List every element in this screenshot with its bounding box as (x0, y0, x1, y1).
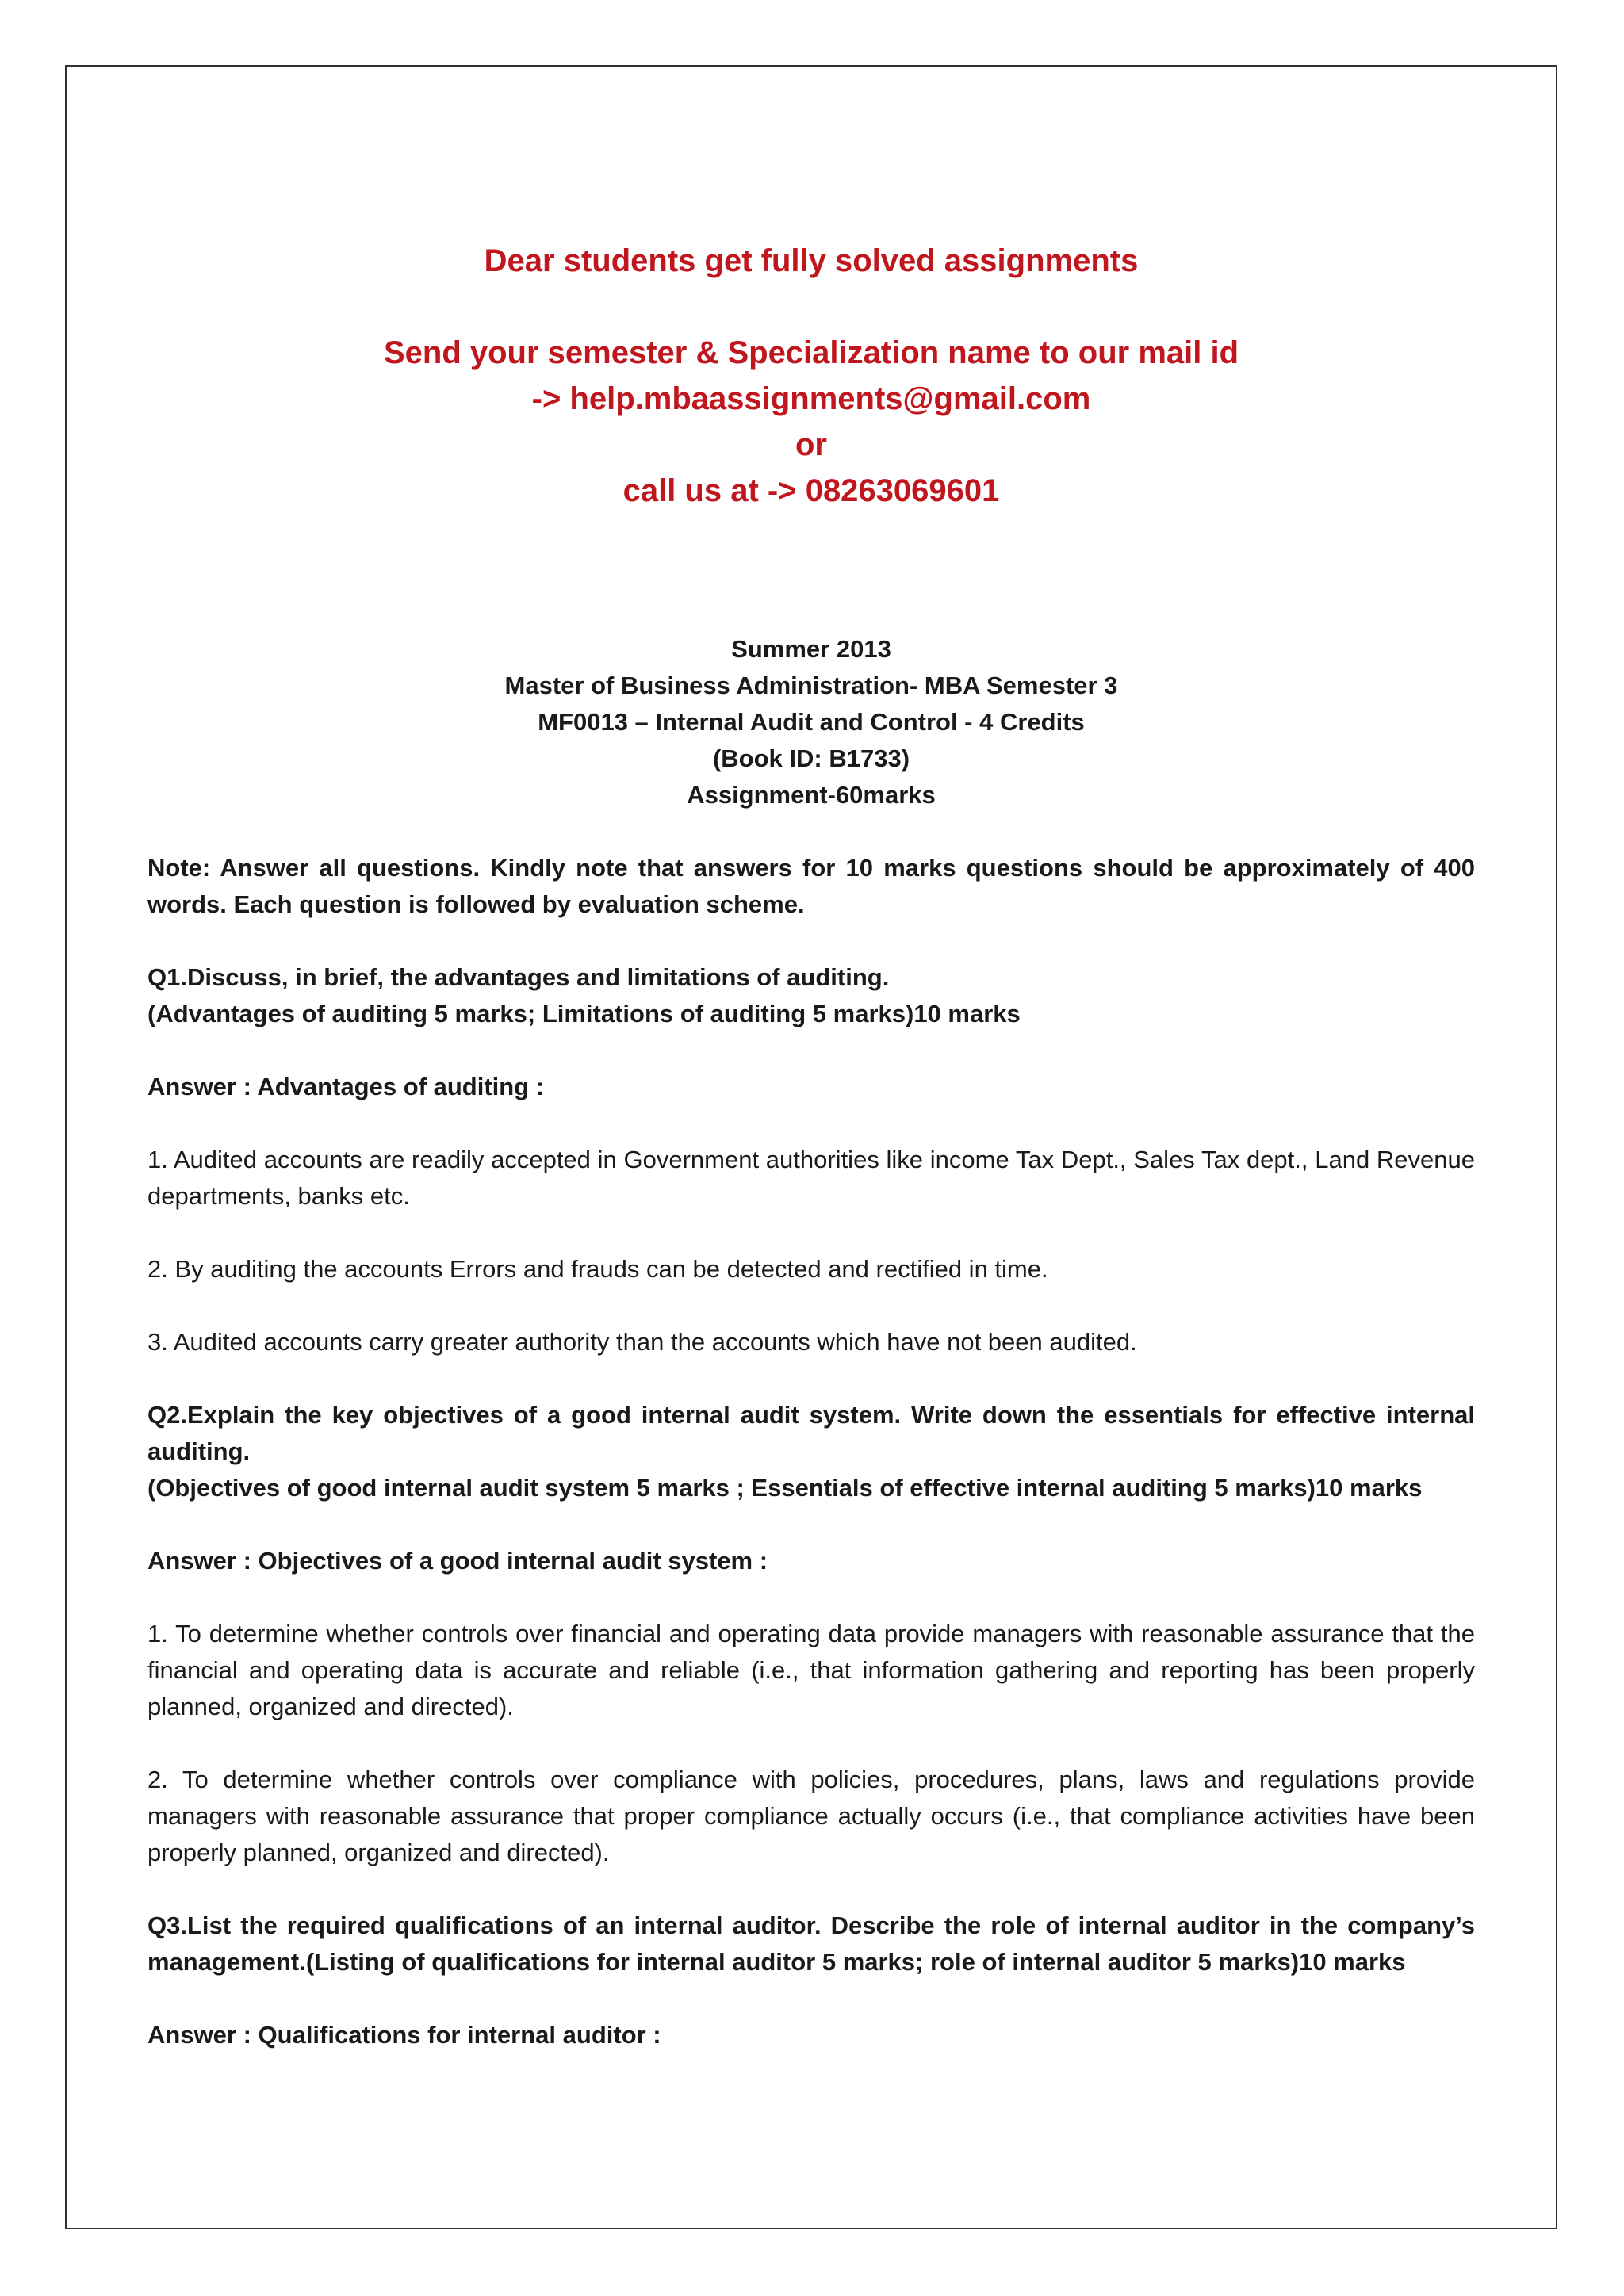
q2-block (147, 1397, 1475, 1506)
promo-block (147, 238, 1475, 514)
promo-headline: Dear students get fully solved assignments (484, 243, 1139, 278)
note-text: Note: Answer all questions. Kindly note that answers for 10 marks questions should be approximately of 400 words. Each question is followed by evaluation scheme. (147, 854, 1475, 918)
q3-answer-heading: Answer : Qualifications for internal auditor : (147, 2021, 661, 2049)
promo-or: or (795, 427, 827, 462)
promo-email: -> help.mbaassignments@gmail.com (531, 381, 1091, 416)
q1-question: Q1.Discuss, in brief, the advantages and limitations of auditing. (147, 963, 890, 991)
promo-phone: call us at -> 08263069601 (622, 473, 1000, 508)
q1-point: 3. Audited accounts carry greater authority than the accounts which have not been audited. (147, 1328, 1137, 1356)
q1-block (147, 959, 1475, 1032)
promo-instruction: Send your semester & Specialization name to our mail id (383, 335, 1239, 370)
q2-question: Q2.Explain the key objectives of a good internal audit system. Write down the essentials for effective internal auditing. (147, 1401, 1475, 1465)
document-body (147, 238, 1475, 2053)
assignment-header (147, 631, 1475, 813)
q2-point: 2. To determine whether controls over compliance with policies, procedures, plans, laws and regulations provide managers with reasonable assurance that proper compliance actually occurs (i.e., that compliance activities have been properly planned, organized and directed). (147, 1766, 1475, 1866)
q1-scheme: (Advantages of auditing 5 marks; Limitations of auditing 5 marks)10 marks (147, 1000, 1021, 1027)
q2-answer-heading: Answer : Objectives of a good internal audit system : (147, 1547, 768, 1575)
course-title: MF0013 – Internal Audit and Control - 4 Credits (538, 708, 1085, 736)
q3-question: Q3.List the required qualifications of an internal auditor. Describe the role of internal auditor in the company’s management.(Listing of qualifications for internal auditor 5 marks; role of internal auditor 5 marks)10 marks (147, 1911, 1475, 1976)
q2-scheme: (Objectives of good internal audit system 5 marks ; Essentials of effective internal auditing 5 marks)10 marks (147, 1474, 1423, 1502)
q1-point: 1. Audited accounts are readily accepted in Government authorities like income Tax Dept., Sales Tax dept., Land Revenue departments, banks etc. (147, 1146, 1475, 1210)
session-title: Summer 2013 (731, 635, 891, 663)
program-title: Master of Business Administration- MBA Semester 3 (504, 672, 1118, 699)
q1-point: 2. By auditing the accounts Errors and frauds can be detected and rectified in time. (147, 1255, 1048, 1283)
q2-point: 1. To determine whether controls over financial and operating data provide managers with reasonable assurance that the financial and operating data is accurate and reliable (i.e., that information gathering and reporting has been properly planned, organized and directed). (147, 1620, 1475, 1720)
q1-answer-heading: Answer : Advantages of auditing : (147, 1073, 545, 1100)
book-id: (Book ID: B1733) (712, 744, 910, 772)
assignment-marks: Assignment-60marks (687, 781, 936, 809)
